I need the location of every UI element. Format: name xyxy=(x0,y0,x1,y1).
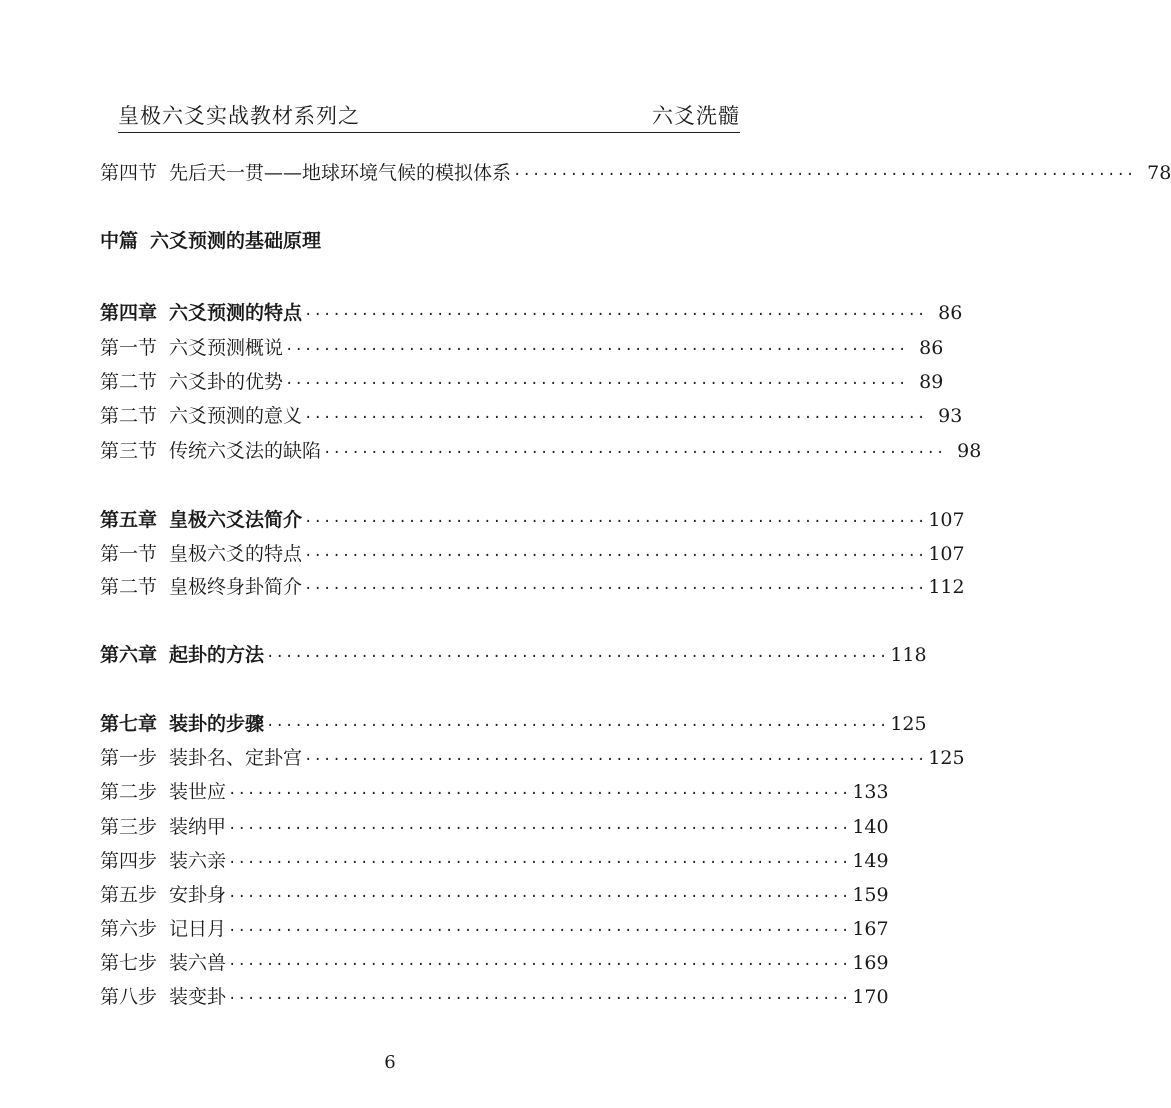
toc-entry-label: 第一节 xyxy=(100,543,158,565)
leader-dots: ·································································· xyxy=(228,991,851,1007)
leader-dots: ·································································· xyxy=(228,889,851,905)
toc-entry-title: 皇极六爻法简介 xyxy=(169,509,303,531)
running-header xyxy=(118,98,740,133)
toc-entry[interactable] xyxy=(100,436,982,463)
toc-chapter[interactable] xyxy=(100,298,963,325)
toc-entry-page: 125 xyxy=(890,713,927,735)
toc-entry-label: 第二节 xyxy=(100,405,158,427)
part-heading xyxy=(100,226,740,253)
toc-entry-page: 86 xyxy=(938,302,963,324)
toc-entry[interactable] xyxy=(100,777,889,804)
toc-entry-title: 六爻卦的优势 xyxy=(169,371,284,393)
toc-entry-label: 第二节 xyxy=(100,576,158,598)
toc-entry[interactable] xyxy=(100,333,944,360)
toc-entry-page: 167 xyxy=(852,918,889,940)
toc-entry-page: 93 xyxy=(938,405,963,427)
leader-dots: ·································································· xyxy=(304,410,927,426)
toc-entry-title: 六爻预测的意义 xyxy=(169,405,303,427)
book-title: 六爻洗髓 xyxy=(652,104,740,128)
leader-dots: ·································································· xyxy=(228,821,851,837)
toc-entry-page: 159 xyxy=(852,884,889,906)
leader-dots: ·································································· xyxy=(323,445,946,461)
toc-entry-label: 第一节 xyxy=(100,337,158,359)
leader-dots: ·································································· xyxy=(304,307,927,323)
toc-entry-page: 112 xyxy=(928,576,965,598)
toc-entry-title: 六爻预测的特点 xyxy=(169,302,303,324)
toc-entry-title: 装六兽 xyxy=(169,952,227,974)
toc-entry-title: 装变卦 xyxy=(169,986,227,1008)
toc-entry-page: 125 xyxy=(928,747,965,769)
toc-entry-label: 第八步 xyxy=(100,986,158,1008)
toc-entry-label: 第一步 xyxy=(100,747,158,769)
toc-entry[interactable] xyxy=(100,914,889,941)
toc-entry[interactable] xyxy=(100,982,889,1009)
toc-chapter[interactable] xyxy=(100,505,965,532)
toc-chapter[interactable] xyxy=(100,709,927,736)
toc-entry-title: 传统六爻法的缺陷 xyxy=(169,440,322,462)
part-title: 六爻预测的基础原理 xyxy=(150,230,322,252)
toc-chapter[interactable] xyxy=(100,640,927,667)
leader-dots: ·································································· xyxy=(228,786,851,802)
toc-entry-title: 皇极六爻的特点 xyxy=(169,543,303,565)
toc-entry-page: 89 xyxy=(919,371,944,393)
toc-entry-label: 第六章 xyxy=(100,644,158,666)
toc-entry-title: 装卦的步骤 xyxy=(169,713,265,735)
toc-entry[interactable] xyxy=(100,367,944,394)
toc-entry-title: 先后天一贯——地球环境气候的模拟体系 xyxy=(169,162,512,184)
toc-entry-label: 第五步 xyxy=(100,884,158,906)
leader-dots: ·································································· xyxy=(228,923,851,939)
toc-entry-title: 起卦的方法 xyxy=(169,644,265,666)
toc-entry-label: 第四章 xyxy=(100,302,158,324)
leader-dots: ·································································· xyxy=(513,167,1136,183)
toc-entry[interactable] xyxy=(100,846,889,873)
toc-entry[interactable] xyxy=(100,743,965,770)
toc-entry-page: 107 xyxy=(928,543,965,565)
leader-dots: ·································································· xyxy=(228,855,851,871)
toc-entry-page: 98 xyxy=(957,440,982,462)
toc-entry-page: 86 xyxy=(919,337,944,359)
toc-entry-title: 装卦名、定卦宫 xyxy=(169,747,303,769)
toc-entry[interactable] xyxy=(100,158,1171,185)
toc-entry-page: 118 xyxy=(890,644,927,666)
leader-dots: ·································································· xyxy=(304,548,927,564)
toc-entry[interactable] xyxy=(100,539,965,566)
toc-entry-title: 记日月 xyxy=(169,918,227,940)
page-number: 6 xyxy=(384,1052,396,1073)
toc-entry-title: 皇极终身卦简介 xyxy=(169,576,303,598)
toc-entry-label: 第四步 xyxy=(100,850,158,872)
toc-entry-label: 第七步 xyxy=(100,952,158,974)
leader-dots: ·································································· xyxy=(266,649,889,665)
toc-entry-title: 安卦身 xyxy=(169,884,227,906)
toc-entry-label: 第六步 xyxy=(100,918,158,940)
toc-entry[interactable] xyxy=(100,948,889,975)
toc-entry-title: 装纳甲 xyxy=(169,816,227,838)
leader-dots: ·································································· xyxy=(285,376,908,392)
toc-entry-page: 149 xyxy=(852,850,889,872)
toc-entry[interactable] xyxy=(100,572,965,599)
toc-entry-label: 第四节 xyxy=(100,162,158,184)
leader-dots: ·································································· xyxy=(266,718,889,734)
toc-entry-page: 170 xyxy=(852,986,889,1008)
toc-entry-page: 78 xyxy=(1147,162,1171,184)
series-title: 皇极六爻实战教材系列之 xyxy=(118,104,360,128)
toc-entry-label: 第二节 xyxy=(100,371,158,393)
toc-entry-title: 装世应 xyxy=(169,781,227,803)
leader-dots: ·································································· xyxy=(304,581,927,597)
leader-dots: ·································································· xyxy=(285,342,908,358)
toc-entry-label: 第三节 xyxy=(100,440,158,462)
toc-entry[interactable] xyxy=(100,880,889,907)
toc-entry-page: 107 xyxy=(928,509,965,531)
toc-entry-label: 第三步 xyxy=(100,816,158,838)
toc-entry-page: 133 xyxy=(852,781,889,803)
part-label: 中篇 xyxy=(100,230,139,252)
toc-entry-page: 169 xyxy=(852,952,889,974)
toc-entry-label: 第二步 xyxy=(100,781,158,803)
toc-entry-label: 第五章 xyxy=(100,509,158,531)
leader-dots: ·································································· xyxy=(228,957,851,973)
leader-dots: ·································································· xyxy=(304,514,927,530)
toc-entry-title: 六爻预测概说 xyxy=(169,337,284,359)
toc-entry-title: 装六亲 xyxy=(169,850,227,872)
leader-dots: ·································································· xyxy=(304,752,927,768)
toc-entry[interactable] xyxy=(100,401,963,428)
toc-entry[interactable] xyxy=(100,812,889,839)
toc-entry-label: 第七章 xyxy=(100,713,158,735)
toc-entry-page: 140 xyxy=(852,816,889,838)
